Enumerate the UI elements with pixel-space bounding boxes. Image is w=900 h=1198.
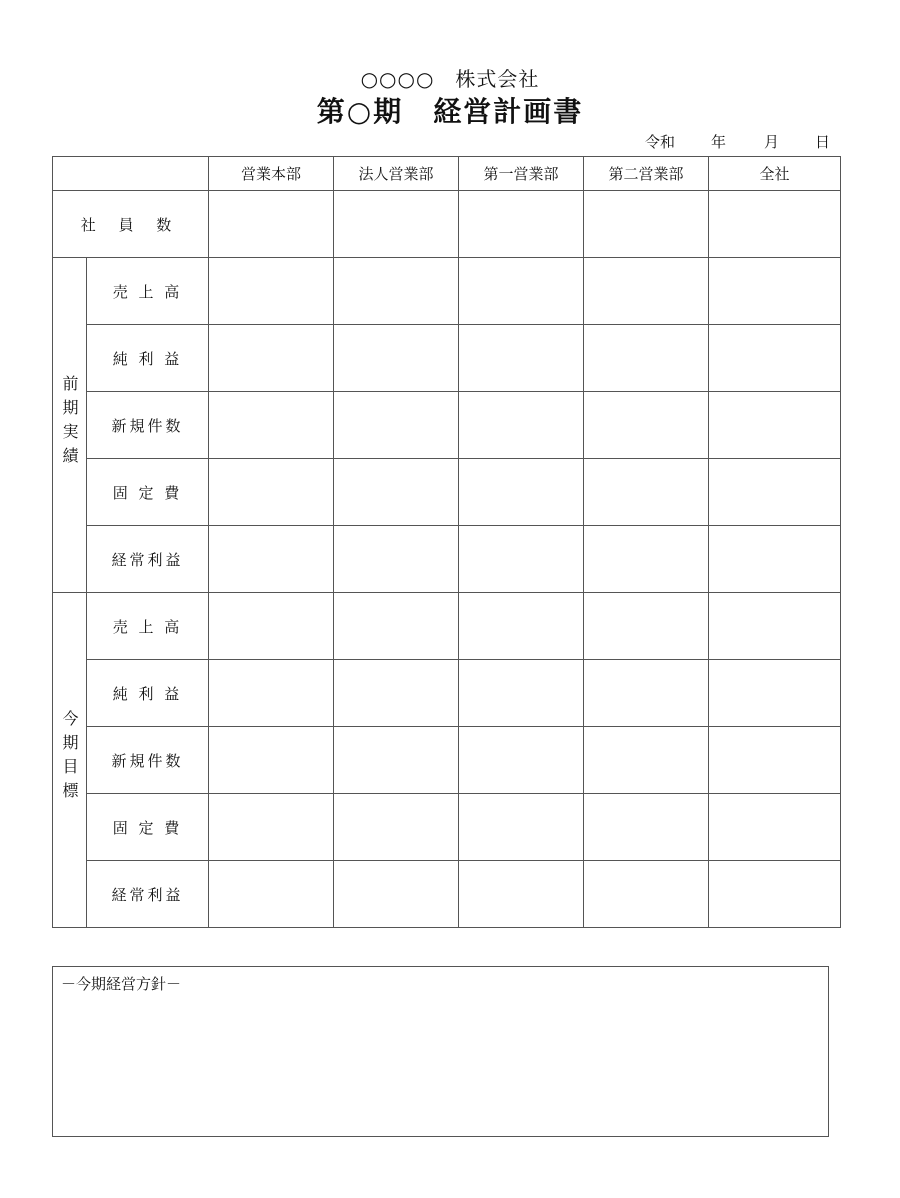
input-cell[interactable]: [459, 526, 584, 593]
input-cell[interactable]: [584, 727, 709, 794]
input-cell[interactable]: [459, 191, 584, 258]
input-cell[interactable]: [459, 392, 584, 459]
date-line: [645, 131, 830, 152]
row-label: 売 上 高: [87, 593, 209, 660]
input-cell[interactable]: [209, 258, 334, 325]
date-year: 年: [710, 133, 726, 151]
corner-cell: [53, 157, 209, 191]
input-cell[interactable]: [334, 526, 459, 593]
input-cell[interactable]: [709, 794, 841, 861]
column-header: 第二営業部: [584, 157, 709, 191]
input-cell[interactable]: [459, 861, 584, 928]
row-label: 純 利 益: [87, 660, 209, 727]
input-cell[interactable]: [209, 191, 334, 258]
row-label: 経常利益: [87, 861, 209, 928]
column-header: 第一営業部: [459, 157, 584, 191]
document-title: 第○期 経営計画書: [316, 95, 584, 128]
input-cell[interactable]: [459, 459, 584, 526]
input-cell[interactable]: [334, 459, 459, 526]
table-row: [53, 593, 841, 660]
input-cell[interactable]: [709, 593, 841, 660]
table-row: [53, 459, 841, 526]
input-cell[interactable]: [584, 459, 709, 526]
row-label: 売 上 高: [87, 258, 209, 325]
table-row: [53, 660, 841, 727]
input-cell[interactable]: [459, 660, 584, 727]
column-header: 全社: [709, 157, 841, 191]
table-header-row: [53, 157, 841, 191]
input-cell[interactable]: [209, 459, 334, 526]
input-cell[interactable]: [209, 392, 334, 459]
plan-table: [52, 156, 841, 928]
input-cell[interactable]: [709, 258, 841, 325]
table-row: [53, 861, 841, 928]
table-row: [53, 392, 841, 459]
input-cell[interactable]: [209, 861, 334, 928]
input-cell[interactable]: [584, 258, 709, 325]
input-cell[interactable]: [584, 325, 709, 392]
input-cell[interactable]: [209, 593, 334, 660]
section-label-cell: [53, 593, 87, 928]
date-era: 令和: [644, 133, 675, 151]
table-row: [53, 258, 841, 325]
input-cell[interactable]: [584, 526, 709, 593]
input-cell[interactable]: [709, 526, 841, 593]
row-label: 固 定 費: [87, 459, 209, 526]
section-label: 今期目標: [60, 710, 79, 806]
row-label: 固 定 費: [87, 794, 209, 861]
input-cell[interactable]: [334, 258, 459, 325]
date-month: 月: [763, 133, 779, 151]
input-cell[interactable]: [334, 325, 459, 392]
input-cell[interactable]: [584, 794, 709, 861]
input-cell[interactable]: [459, 325, 584, 392]
input-cell[interactable]: [709, 861, 841, 928]
column-header: 法人営業部: [334, 157, 459, 191]
input-cell[interactable]: [709, 660, 841, 727]
input-cell[interactable]: [334, 861, 459, 928]
table-row: [53, 727, 841, 794]
input-cell[interactable]: [209, 325, 334, 392]
row-label: 新規件数: [87, 727, 209, 794]
input-cell[interactable]: [209, 660, 334, 727]
input-cell[interactable]: [709, 727, 841, 794]
input-cell[interactable]: [709, 392, 841, 459]
input-cell[interactable]: [334, 794, 459, 861]
policy-box[interactable]: [52, 966, 829, 1137]
table-row: [53, 191, 841, 258]
input-cell[interactable]: [584, 660, 709, 727]
table-row: [53, 794, 841, 861]
column-header: 営業本部: [209, 157, 334, 191]
policy-label: －今期経営方針－: [61, 975, 182, 993]
table-row: [53, 325, 841, 392]
staff-label: 社 員 数: [53, 191, 209, 258]
date-day: 日: [814, 133, 830, 151]
section-label-cell: [53, 258, 87, 593]
section-label: 前期実績: [60, 375, 79, 471]
input-cell[interactable]: [209, 794, 334, 861]
input-cell[interactable]: [334, 392, 459, 459]
input-cell[interactable]: [459, 593, 584, 660]
input-cell[interactable]: [334, 593, 459, 660]
input-cell[interactable]: [459, 258, 584, 325]
row-label: 新規件数: [87, 392, 209, 459]
input-cell[interactable]: [584, 861, 709, 928]
company-name: ○○○○ 株式会社: [360, 67, 540, 91]
input-cell[interactable]: [709, 459, 841, 526]
input-cell[interactable]: [584, 392, 709, 459]
row-label: 純 利 益: [87, 325, 209, 392]
table-row: [53, 526, 841, 593]
input-cell[interactable]: [709, 191, 841, 258]
input-cell[interactable]: [709, 325, 841, 392]
input-cell[interactable]: [209, 526, 334, 593]
input-cell[interactable]: [459, 794, 584, 861]
input-cell[interactable]: [209, 727, 334, 794]
input-cell[interactable]: [459, 727, 584, 794]
input-cell[interactable]: [584, 593, 709, 660]
input-cell[interactable]: [584, 191, 709, 258]
row-label: 経常利益: [87, 526, 209, 593]
input-cell[interactable]: [334, 660, 459, 727]
input-cell[interactable]: [334, 191, 459, 258]
input-cell[interactable]: [334, 727, 459, 794]
